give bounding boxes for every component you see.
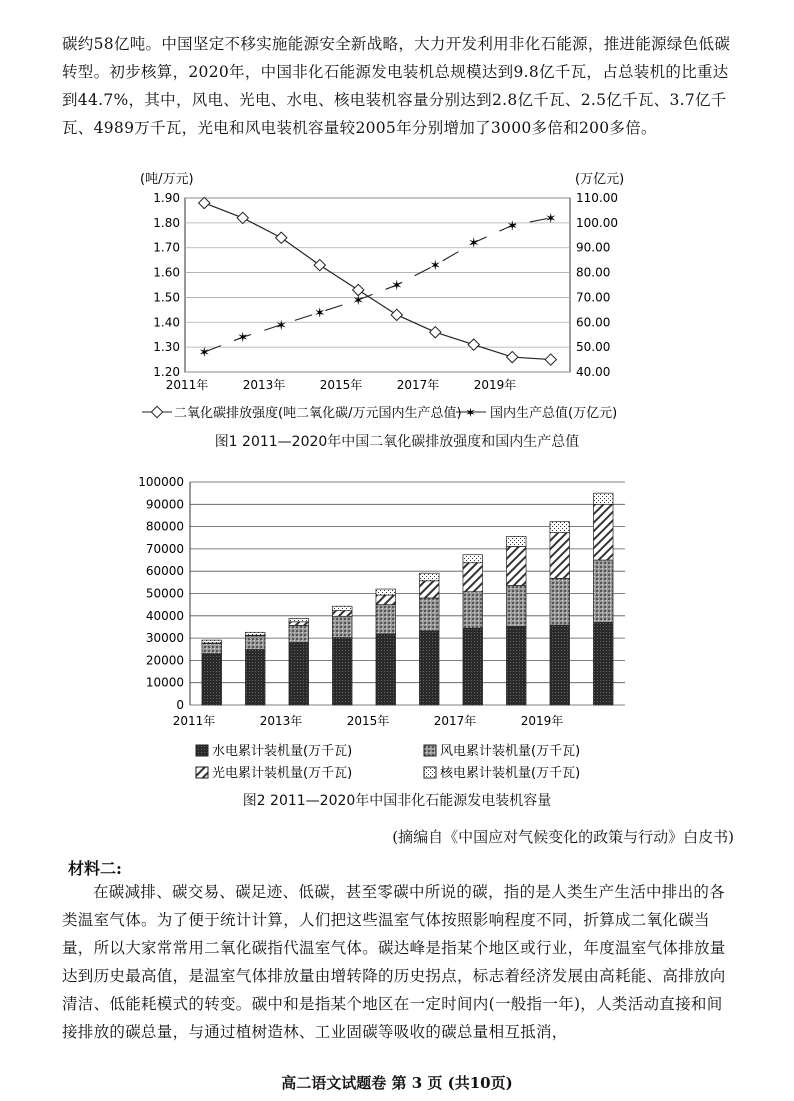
chart2-bar-wind — [332, 616, 352, 637]
chart2-caption: 图2 2011—2020年中国非化石能源发电装机容量 — [242, 793, 552, 809]
chart1-xtick: 2013年 — [242, 378, 286, 392]
chart1-xtick: 2011年 — [165, 378, 209, 392]
chart2-bar-wind — [289, 625, 309, 642]
chart2-bar-nuclear — [376, 589, 396, 595]
chart2-xtick: 2015年 — [346, 714, 390, 728]
chart1-ytick-left: 1.30 — [153, 340, 180, 355]
chart1-ytick-left: 1.20 — [153, 365, 180, 379]
chart2-xtick: 2017年 — [433, 714, 477, 728]
chart1-point-gdp: ✶ — [390, 278, 403, 294]
chart2-xtick: 2019年 — [520, 714, 564, 728]
chart2-bar-solar — [463, 563, 483, 592]
chart2-bar-solar — [506, 546, 526, 585]
chart-nonfossil-capacity — [0, 470, 794, 790]
chart2-bar-wind — [245, 636, 265, 650]
chart1-ytick-left: 1.60 — [153, 265, 180, 280]
intro-paragraph: 碳约58亿吨。中国坚定不移实施能源安全新战略，大力开发利用非化石能源，推进能源绿色低碳转型。初步核算，2020年，中国非化石能源发电装机总规模达到9.8亿千瓦，占总装机的比重达到44.7%，其中，风电、光电、水电、核电装机容量分别达到2.8亿千瓦、2.5亿千瓦、3.7亿千瓦、4989万千瓦，光电和风电装机容量较2005年分别增加了3000多倍和200多倍。 — [62, 35, 731, 137]
chart2-bar-hydro — [506, 627, 526, 705]
chart2-ytick: 90000 — [145, 497, 184, 512]
chart2-bar-hydro — [202, 654, 222, 705]
chart1-point-intensity — [276, 232, 287, 243]
chart1-ytick-right: 110.00 — [576, 191, 618, 205]
chart1-legend-gdp: 国内生产总值(万亿元) — [490, 406, 618, 421]
chart1-ytick-right: 90.00 — [576, 240, 611, 255]
chart2-bar-nuclear — [202, 640, 222, 643]
chart1-point-gdp: ✶ — [198, 345, 211, 362]
chart1-point-gdp: ✶ — [275, 317, 288, 334]
chart2-ytick: 20000 — [145, 653, 184, 668]
chart2-legend-nuclear: 核电累计装机量(万千瓦) — [440, 766, 581, 781]
chart2-ytick: 80000 — [145, 519, 184, 534]
chart2-legend-hydro: 水电累计装机量(万千瓦) — [212, 744, 353, 759]
chart2-bar-solar — [419, 581, 439, 598]
page-footer: 高二语文试题卷 第 3 页 (共10页) — [281, 1074, 513, 1092]
chart1-point-gdp: ✶ — [236, 330, 249, 347]
chart2-bar-hydro — [289, 643, 309, 705]
chart2-bar-solar — [289, 622, 309, 626]
chart1-point-gdp: ✶ — [506, 218, 519, 235]
chart1-point-intensity — [237, 212, 248, 223]
chart2-bar-nuclear — [289, 618, 309, 621]
chart1-ytick-right: 70.00 — [576, 290, 611, 305]
chart2-bar-nuclear — [550, 522, 570, 533]
chart1-right-unit: (万亿元) — [575, 172, 625, 187]
chart1-point-gdp: ✶ — [429, 258, 442, 275]
chart2-ytick: 30000 — [145, 631, 184, 646]
chart1-point-intensity — [468, 339, 479, 350]
chart1-ytick-left: 1.90 — [153, 191, 180, 205]
chart2-ytick: 70000 — [145, 541, 184, 556]
chart2-bar-hydro — [376, 634, 396, 705]
chart2-bar-hydro — [593, 622, 613, 705]
chart2-bar-nuclear — [593, 493, 613, 504]
chart2-bar-hydro — [245, 649, 265, 705]
chart2-bar-hydro — [332, 638, 352, 705]
chart2-bar-wind — [550, 578, 570, 625]
chart1-legend — [142, 405, 617, 421]
chart1-point-intensity — [545, 354, 556, 365]
chart1-ytick-right: 50.00 — [576, 340, 611, 355]
chart2-legend — [196, 743, 580, 781]
chart2-bar-nuclear — [506, 536, 526, 546]
chart2-bar-hydro — [550, 625, 570, 705]
chart1-ytick-left: 1.80 — [153, 215, 180, 230]
source-citation: (摘编自《中国应对气候变化的政策与行动》白皮书) — [392, 828, 734, 846]
chart2-bar-nuclear — [463, 555, 483, 563]
chart2-bar-solar — [550, 533, 570, 579]
chart2-bar-solar — [376, 595, 396, 605]
chart1-point-gdp: ✶ — [467, 235, 480, 252]
chart2-bar-solar — [593, 504, 613, 560]
chart1-line-intensity — [204, 203, 551, 360]
star-marker-icon: ✶ — [465, 406, 476, 421]
chart1-caption: 图1 2011—2020年中国二氧化碳排放强度和国内生产总值 — [214, 434, 580, 450]
chart2-ytick: 10000 — [145, 675, 184, 690]
chart1-xtick: 2017年 — [396, 378, 440, 392]
chart2-bar-wind — [593, 560, 613, 622]
chart1-ytick-left: 1.40 — [153, 315, 180, 330]
chart2-ytick: 100000 — [138, 475, 184, 489]
chart-co2-gdp — [0, 168, 794, 438]
chart1-point-intensity — [199, 197, 210, 208]
chart2-ytick: 0 — [176, 698, 184, 712]
chart1-ytick-right: 40.00 — [576, 365, 611, 379]
chart1-point-gdp: ✶ — [352, 292, 365, 309]
chart1-ytick-left: 1.70 — [153, 240, 180, 255]
chart2-ytick: 40000 — [145, 608, 184, 623]
chart1-line-gdp — [204, 218, 551, 352]
chart2-xtick: 2013年 — [259, 714, 303, 728]
chart2-bar-wind — [376, 605, 396, 634]
chart1-legend-intensity: 二氧化碳排放强度(吨二氧化碳/万元国内生产总值) — [174, 406, 462, 421]
material2-paragraph: 在碳减排、碳交易、碳足迹、低碳，甚至零碳中所说的碳，指的是人类生产生活中排出的各类温室气体。为了便于统计计算，人们把这些温室气体按照影响程度不同，折算成二氧化碳当量，所以大家常常用二氧化碳指代温室气体。碳达峰是指某个地区或行业，年度温室气体排放量达到历史最高值，是温室气体排放量由增转降的历史拐点，标志着经济发展由高耗能、高排放向清洁、低能耗模式的转变。碳中和是指某个地区在一定时间内(一般指一年)，人类活动直接和间接排放的碳总量，与通过植树造林、工业固碳等吸收的碳总量相互抵消， — [62, 883, 726, 1041]
chart1-point-intensity — [507, 351, 518, 362]
chart2-legend-wind: 风电累计装机量(万千瓦) — [440, 744, 581, 759]
chart2-bar-nuclear — [245, 632, 265, 635]
chart1-ytick-right: 60.00 — [576, 315, 611, 330]
chart1-ytick-right: 100.00 — [576, 215, 618, 230]
chart1-point-gdp: ✶ — [313, 305, 326, 322]
chart2-xtick: 2011年 — [172, 714, 216, 728]
chart2-bar-hydro — [419, 631, 439, 705]
chart1-ytick-right: 80.00 — [576, 265, 611, 280]
chart2-bar-wind — [506, 585, 526, 626]
chart1-ytick-left: 1.50 — [153, 290, 180, 305]
chart2-ytick: 60000 — [145, 564, 184, 579]
chart1-left-unit: (吨/万元) — [140, 172, 194, 187]
chart2-bar-nuclear — [332, 606, 352, 610]
chart1-point-intensity — [430, 327, 441, 338]
chart1-point-gdp: ✶ — [544, 210, 557, 227]
chart1-point-intensity — [314, 259, 325, 270]
chart2-bar-wind — [419, 598, 439, 631]
chart1-point-intensity — [391, 309, 402, 320]
chart2-bar-wind — [463, 592, 483, 629]
chart2-legend-solar: 光电累计装机量(万千瓦) — [212, 766, 353, 781]
material2-heading: 材料二: — [68, 859, 122, 878]
chart2-bar-nuclear — [419, 573, 439, 581]
chart2-ytick: 50000 — [145, 586, 184, 601]
chart2-bar-solar — [332, 611, 352, 617]
chart2-bar-hydro — [463, 628, 483, 705]
chart1-xtick: 2019年 — [473, 378, 517, 392]
chart1-xtick: 2015年 — [319, 378, 363, 392]
chart2-bar-wind — [202, 643, 222, 653]
